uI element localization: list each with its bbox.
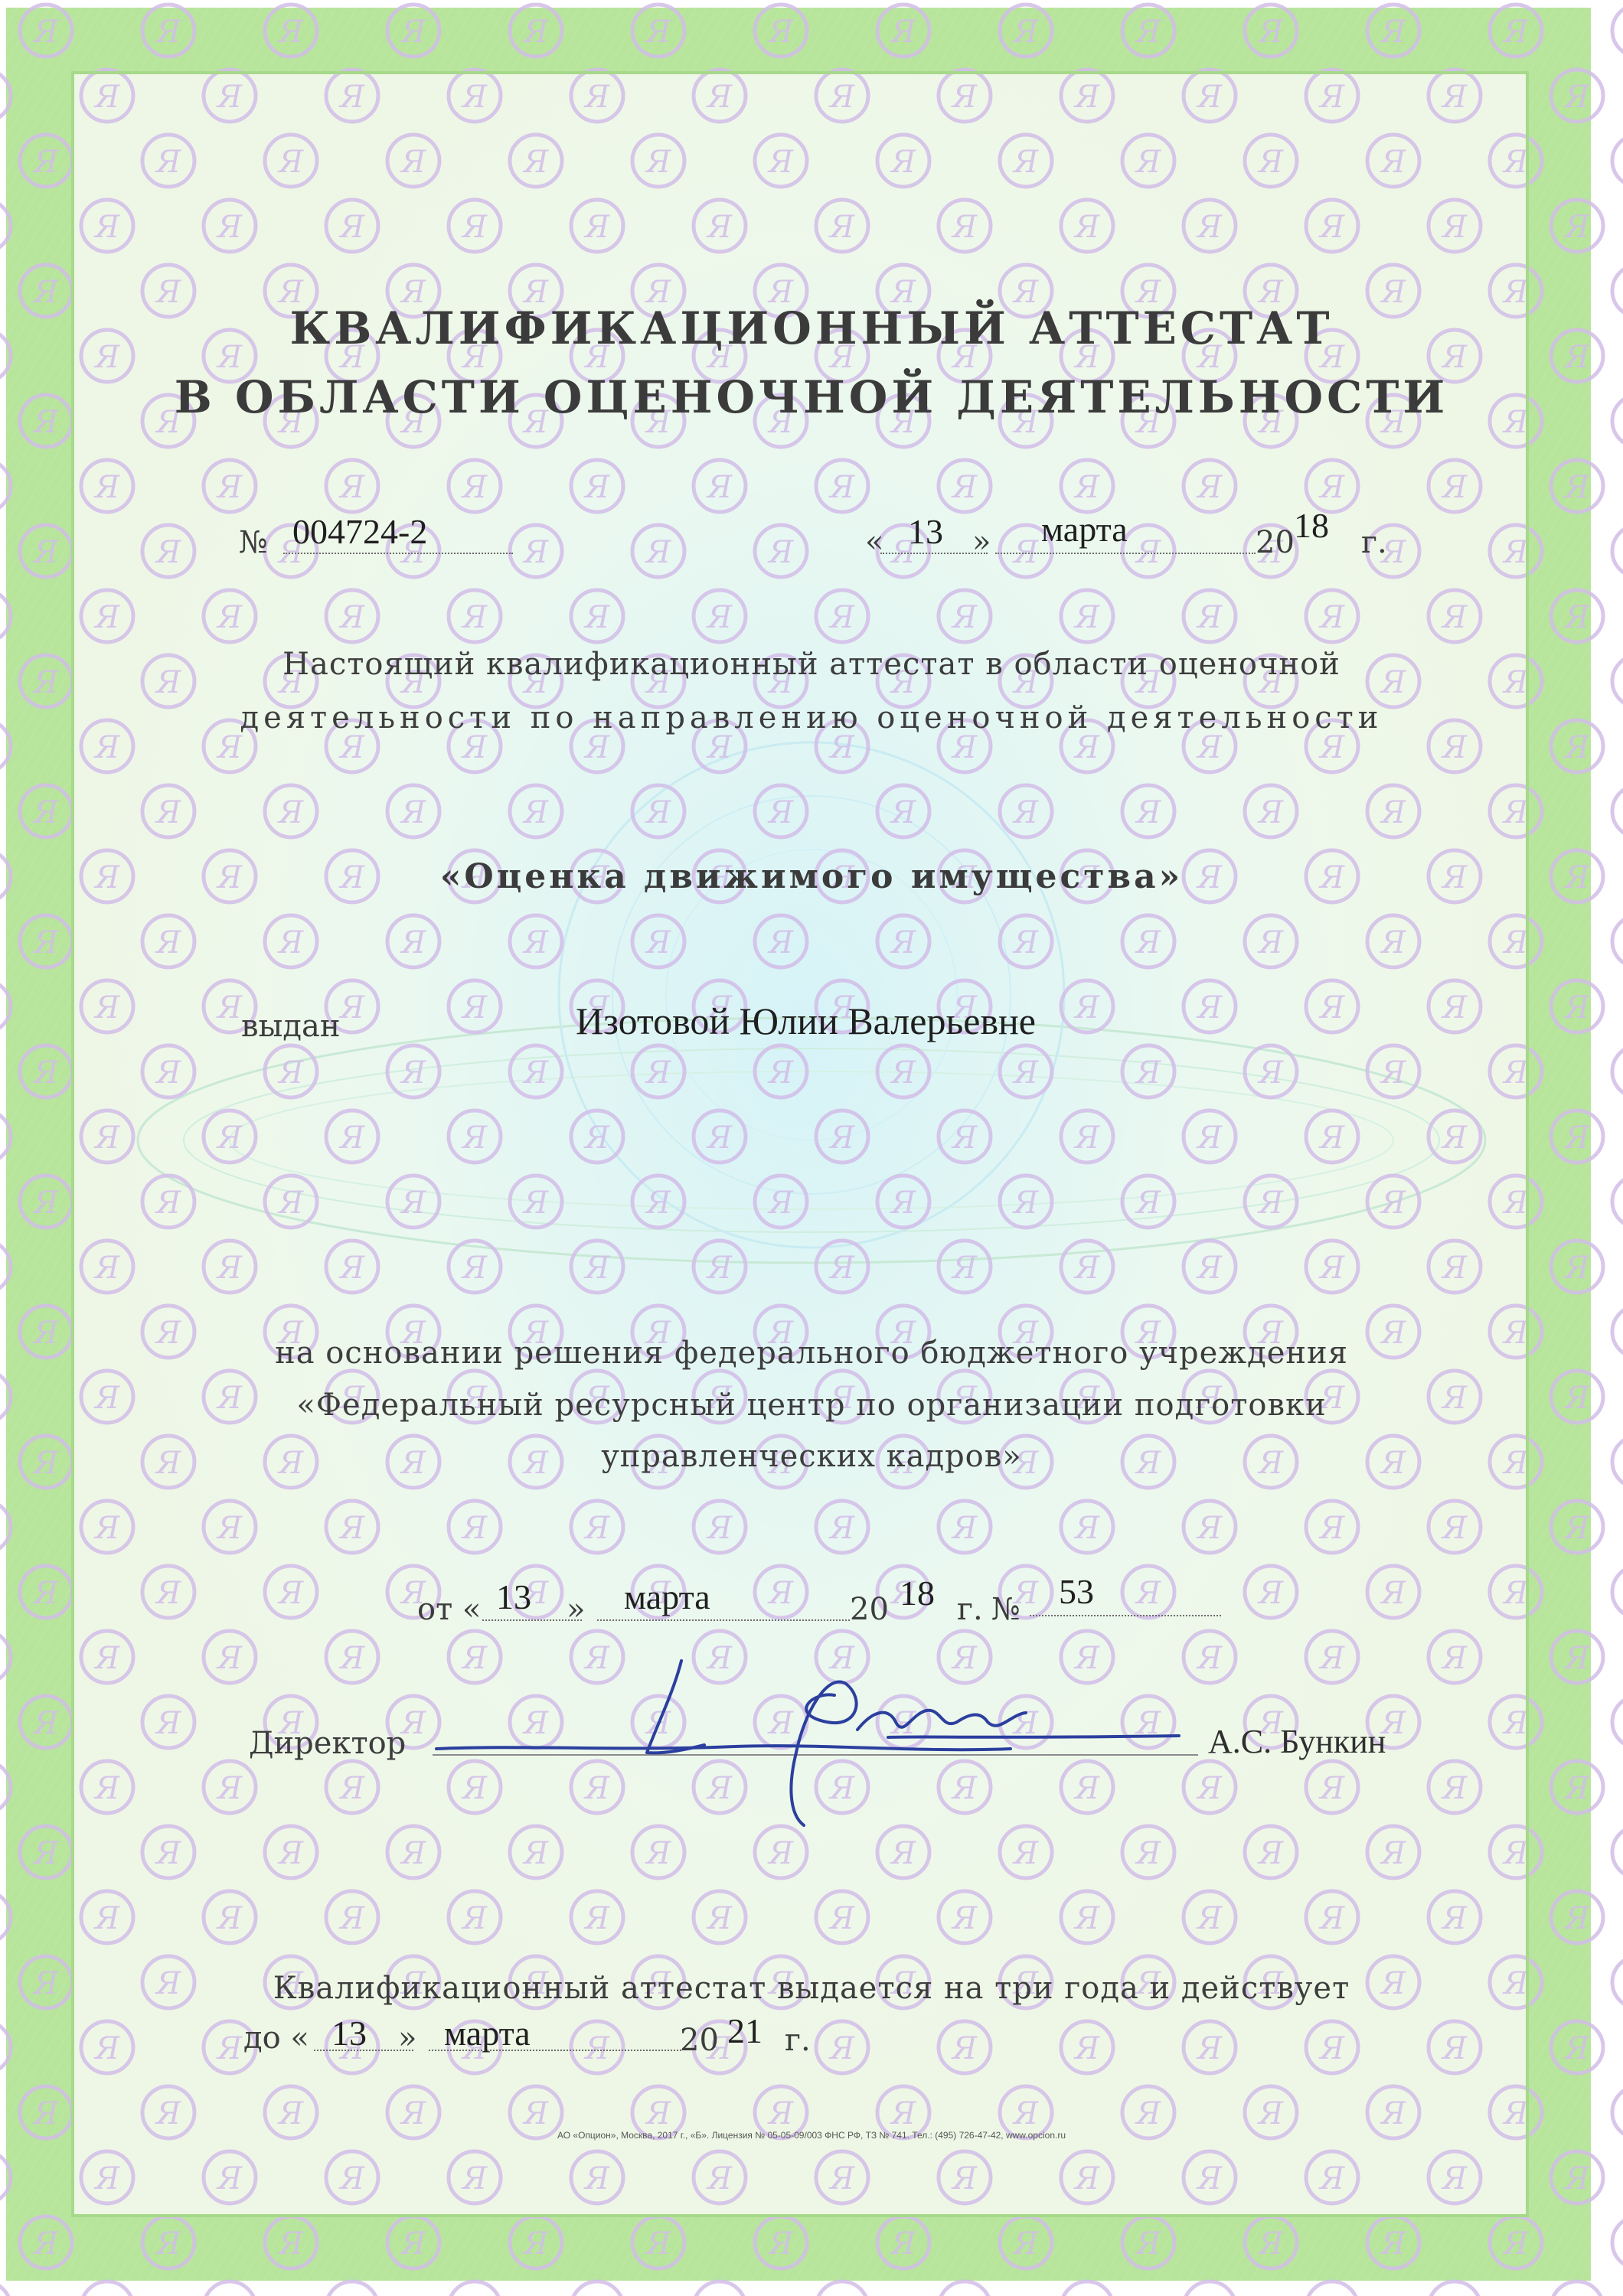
issue-month-underline: [995, 553, 1256, 554]
decision-day: 13: [496, 1577, 531, 1616]
decision-number-underline: [1030, 1615, 1221, 1616]
issue-year-suffix: 18: [1294, 506, 1329, 545]
decision-from-label: от «: [417, 1592, 482, 1627]
intro-line-2: деятельности по направлению оценочной деятельности: [240, 700, 1383, 735]
intro-line-1: Настоящий квалификационный аттестат в области оценочной: [282, 647, 1341, 682]
decision-year-prefix: 20: [850, 1592, 889, 1627]
valid-until-label: до «: [243, 2020, 309, 2056]
decision-day-underline: [482, 1619, 582, 1621]
valid-until-month-underline: [429, 2050, 681, 2051]
decision-year-unit: г.: [957, 1592, 983, 1627]
valid-until-quote-close: »: [398, 2020, 417, 2056]
number-label: №: [239, 525, 268, 560]
decision-number-label: №: [991, 1592, 1020, 1627]
director-signature: [429, 1638, 1210, 1837]
date-quote-close: »: [972, 524, 991, 559]
valid-until-day-underline: [314, 2050, 413, 2051]
title-line-1: КВАЛИФИКАЦИОННЫЙ АТТЕСТАТ: [289, 302, 1334, 354]
assessment-direction: «Оценка движимого имущества»: [439, 857, 1184, 896]
director-label: Директор: [249, 1726, 407, 1761]
decision-month: марта: [624, 1577, 710, 1616]
issue-day-underline: [880, 553, 988, 554]
basis-line-2: «Федеральный ресурсный центр по организации подготовки: [296, 1388, 1327, 1423]
issue-day: 13: [908, 512, 943, 551]
director-name: А.С. Бункин: [1208, 1723, 1386, 1760]
printer-imprint: АО «Опцион», Москва, 2017 г., «Б». Лицензия № 05-05-09/003 ФНС РФ, ТЗ № 741. Тел.: (495) 726-47-42, www.opcion.ru: [557, 2130, 1066, 2141]
validity-line-1: Квалификационный аттестат выдается на три года и действует: [273, 1971, 1350, 2006]
issue-year-prefix: 20: [1256, 525, 1295, 560]
number-underline: [283, 553, 513, 554]
valid-until-year-prefix: 20: [680, 2023, 719, 2058]
date-quote-open: «: [865, 524, 884, 559]
issue-month: марта: [1041, 510, 1128, 549]
decision-month-underline: [597, 1619, 850, 1621]
issue-year-unit: г.: [1361, 525, 1387, 560]
certificate-number: 004724-2: [292, 512, 428, 551]
valid-until-day: 13: [331, 2014, 367, 2053]
issued-label: выдан: [241, 1009, 341, 1044]
decision-year-suffix: 18: [900, 1574, 935, 1613]
holder-name: Изотовой Юлии Валерьевне: [576, 1000, 1037, 1042]
decision-quote-close: »: [567, 1592, 586, 1627]
decision-number: 53: [1059, 1572, 1094, 1611]
title-line-2: В ОБЛАСТИ ОЦЕНОЧНОЙ ДЕЯТЕЛЬНОСТИ: [174, 371, 1449, 423]
valid-until-month: марта: [444, 2014, 531, 2053]
valid-until-year-suffix: 21: [727, 2011, 763, 2050]
basis-line-1: на основании решения федерального бюджетного учреждения: [275, 1336, 1348, 1371]
basis-line-3: управленческих кадров»: [601, 1439, 1022, 1474]
valid-until-year-unit: г.: [785, 2023, 811, 2058]
